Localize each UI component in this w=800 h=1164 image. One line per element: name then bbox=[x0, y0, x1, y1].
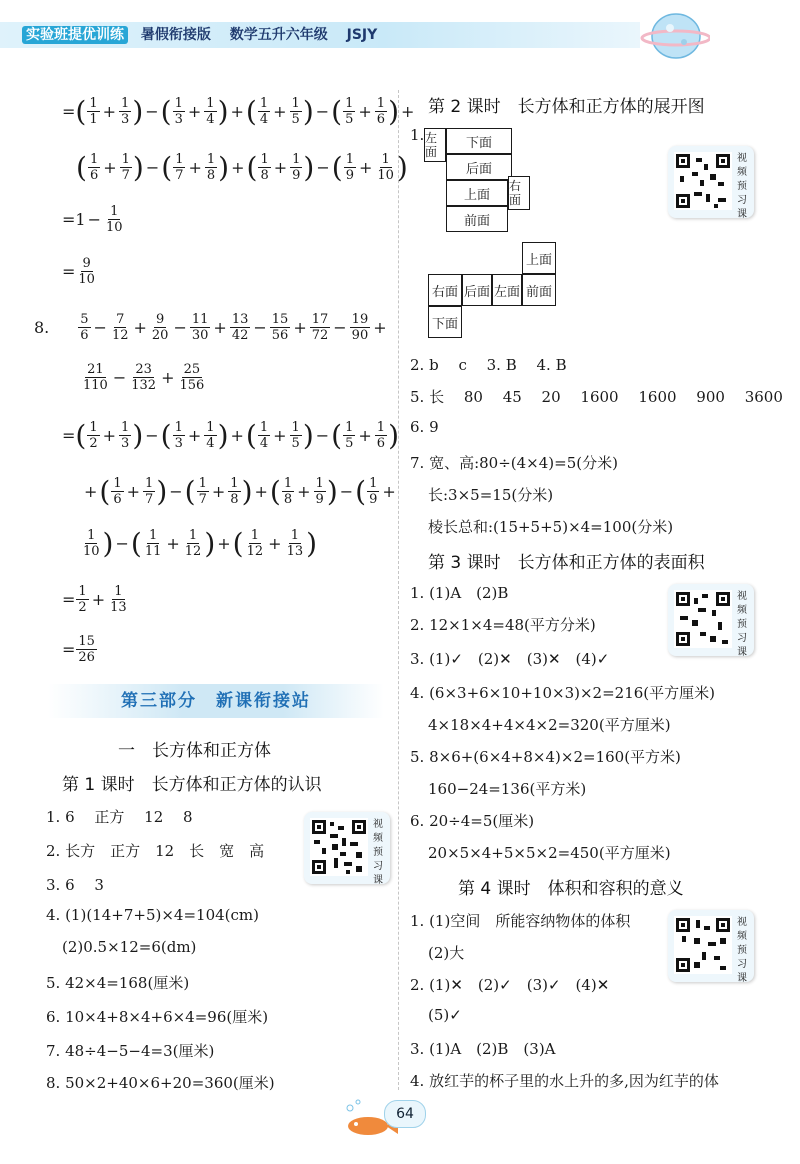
answer-line: 20×5×4+5×5×2=450(平方厘米) bbox=[428, 844, 671, 862]
qr-label: 视频预习课 bbox=[737, 591, 747, 658]
fraction: $\frac{1}{9}$ bbox=[315, 476, 324, 507]
fraction: $\frac{1}{7}$ bbox=[175, 152, 184, 183]
qr-label: 视频预习课 bbox=[373, 819, 383, 886]
column-divider bbox=[398, 90, 399, 1090]
fraction: $\frac{1}{1}$ bbox=[89, 96, 98, 127]
fraction: $\frac{1}{2}$ bbox=[78, 584, 87, 615]
fraction: $\frac{1}{4}$ bbox=[259, 420, 269, 451]
section-banner: 第三部分 新课衔接站 bbox=[48, 684, 384, 718]
page-number: 64 bbox=[384, 1100, 426, 1128]
lesson-3-heading: 第 3 课时 长方体和正方体的表面积 bbox=[428, 553, 705, 573]
fraction: $\frac{1}{5}$ bbox=[345, 96, 354, 127]
net-face-left: 左面 bbox=[492, 274, 522, 306]
fraction: $\frac{1}{7}$ bbox=[145, 476, 154, 507]
answer-line: 3. (1)✓ (2)✕ (3)✕ (4)✓ bbox=[410, 650, 610, 668]
fraction: $\frac{1}{3}$ bbox=[121, 420, 130, 451]
fraction: $\frac{1}{3}$ bbox=[174, 420, 183, 451]
fraction: $\frac{1}{9}$ bbox=[292, 152, 301, 183]
fraction: $\frac{1}{3}$ bbox=[121, 96, 130, 127]
fraction: $\frac{25}{156}$ bbox=[179, 362, 205, 393]
qr-label: 视频预习课 bbox=[737, 153, 747, 220]
qr-label: 视频预习课 bbox=[737, 917, 747, 984]
fraction: $\frac{9}{20}$ bbox=[151, 312, 169, 343]
math-row-9: = $\frac{15}{26}$ bbox=[62, 634, 95, 665]
lesson-1-heading: 第 1 课时 长方体和正方体的认识 bbox=[62, 775, 322, 795]
fraction: $\frac{1}{2}$ bbox=[89, 420, 98, 451]
lesson-4-heading: 第 4 课时 体积和容积的意义 bbox=[458, 879, 684, 899]
video-qr-code[interactable] bbox=[668, 910, 754, 982]
fraction: $\frac{1}{8}$ bbox=[260, 152, 269, 183]
video-qr-code[interactable] bbox=[668, 584, 754, 656]
fraction: $\frac{1}{8}$ bbox=[206, 152, 216, 183]
video-qr-code[interactable] bbox=[668, 146, 754, 218]
fraction: $\frac{1}{6}$ bbox=[113, 476, 122, 507]
fraction: $\frac{11}{30}$ bbox=[191, 312, 209, 343]
answer-line: 1. (1)空间 所能容纳物体的体积 bbox=[410, 912, 631, 930]
fraction: $\frac{13}{42}$ bbox=[231, 312, 249, 343]
net-face-front: 前面 bbox=[522, 274, 556, 306]
math-row-3: = 1 − $\frac{1}{10}$ bbox=[62, 204, 123, 235]
answer-line: 1. 6 正方 12 8 bbox=[46, 808, 193, 826]
math-row-1: = ( $\frac{1}{1}$ + $\frac{1}{3}$ ) − ( $\frac{1}{3}$ + $\frac{1}{4}$ ) + ( $\frac{1}{4}$ + $\frac{1}{5}$ ) − ( $\frac{1}{5}$ + $\frac{1}{6}$ ) + bbox=[62, 94, 415, 128]
qr-code-icon bbox=[674, 590, 732, 648]
question-number: 8. bbox=[34, 318, 50, 337]
net-face-front: 前面 bbox=[446, 206, 508, 232]
fraction: $\frac{7}{12}$ bbox=[111, 312, 129, 343]
answer-line: 6. 9 bbox=[410, 418, 439, 436]
video-qr-code[interactable] bbox=[304, 812, 390, 884]
fraction: $\frac{1}{4}$ bbox=[259, 96, 269, 127]
fraction: $\frac{23}{132}$ bbox=[131, 362, 157, 393]
qr-code-icon bbox=[310, 818, 368, 876]
answer-line: 4. 放红芋的杯子里的水上升的多,因为红芋的体 bbox=[410, 1072, 719, 1090]
math-row-7: $\frac{1}{10}$ ) − ( $\frac{1}{11}$ + $\frac{1}{12}$ ) + ( $\frac{1}{12}$ + $\frac{1}{13}$ ) bbox=[83, 526, 318, 560]
unit-heading: 一 长方体和正方体 bbox=[118, 741, 271, 761]
header-subject: 数学五升六年级 bbox=[229, 27, 328, 43]
answer-line: 4. (6×3+6×10+10×3)×2=216(平方厘米) bbox=[410, 684, 715, 702]
question-8-row-2: $\frac{21}{110}$ − $\frac{23}{132}$ + $\frac{25}{156}$ bbox=[83, 362, 205, 393]
fraction: $\frac{5}{6}$ bbox=[80, 312, 89, 343]
planet-icon bbox=[640, 4, 710, 64]
answer-line: 5. 42×4=168(厘米) bbox=[46, 974, 190, 992]
answer-line: 2. 长方 正方 12 长 宽 高 bbox=[46, 842, 265, 860]
answer-line: (5)✓ bbox=[428, 1006, 462, 1024]
net-face-back: 后面 bbox=[462, 274, 492, 306]
answer-line: 7. 48÷4−5−4=3(厘米) bbox=[46, 1042, 215, 1060]
net-face-bottom: 下面 bbox=[446, 128, 512, 154]
math-row-4: = $\frac{9}{10}$ bbox=[62, 256, 95, 287]
answer-line: 8. 50×2+40×6+20=360(厘米) bbox=[46, 1074, 275, 1092]
fraction: $\frac{1}{5}$ bbox=[291, 96, 300, 127]
header-title bbox=[22, 24, 391, 44]
answer-line: 3. (1)A (2)B (3)A bbox=[410, 1040, 556, 1058]
fraction: $\frac{1}{13}$ bbox=[110, 584, 127, 615]
fraction: $\frac{1}{3}$ bbox=[174, 96, 183, 127]
header-code: JSJY bbox=[346, 27, 378, 43]
net-face-left: 左面 bbox=[424, 128, 446, 162]
fraction: $\frac{19}{90}$ bbox=[351, 312, 369, 343]
fraction: $\frac{1}{5}$ bbox=[291, 420, 300, 451]
answer-line: 4. (1)(14+7+5)×4=104(cm) bbox=[46, 906, 259, 924]
answer-line: 2. (1)✕ (2)✓ (3)✓ (4)✕ bbox=[410, 976, 610, 994]
answer-line: 长:3×5=15(分米) bbox=[428, 486, 554, 504]
fraction: $\frac{15}{26}$ bbox=[78, 634, 95, 665]
math-row-8: = $\frac{1}{2}$ + $\frac{1}{13}$ bbox=[62, 584, 127, 615]
fraction: $\frac{1}{8}$ bbox=[283, 476, 293, 507]
qr-code-icon bbox=[674, 152, 732, 210]
answer-line: (2)0.5×12=6(dm) bbox=[62, 938, 197, 956]
net-face-top: 上面 bbox=[522, 242, 556, 274]
fraction: $\frac{1}{11}$ bbox=[144, 528, 162, 559]
fraction: $\frac{1}{6}$ bbox=[376, 96, 386, 127]
net-face-right: 右面 bbox=[428, 274, 462, 306]
fraction: $\frac{1}{7}$ bbox=[198, 476, 207, 507]
fraction: $\frac{9}{10}$ bbox=[78, 256, 95, 287]
fraction: $\frac{21}{110}$ bbox=[83, 362, 108, 393]
fraction: $\frac{1}{6}$ bbox=[376, 420, 386, 451]
fraction: $\frac{1}{12}$ bbox=[184, 528, 202, 559]
header-edition: 暑假衔接版 bbox=[140, 27, 211, 43]
fraction: $\frac{1}{4}$ bbox=[206, 96, 215, 127]
fraction: $\frac{1}{12}$ bbox=[246, 528, 264, 559]
math-row-6: + ( $\frac{1}{6}$ + $\frac{1}{7}$ ) − ( $\frac{1}{7}$ + $\frac{1}{8}$ ) + ( $\frac{1}{8}$ + $\frac{1}{9}$ ) − ( $\frac{1}{9}$ + bbox=[84, 474, 396, 508]
answer-line: 棱长总和:(15+5+5)×4=100(分米) bbox=[428, 518, 674, 536]
fraction: $\frac{1}{9}$ bbox=[369, 476, 378, 507]
lesson-2-heading: 第 2 课时 长方体和正方体的展开图 bbox=[428, 97, 705, 117]
answer-line: 5. 长 80 45 20 1600 1600 900 3600 bbox=[410, 388, 783, 406]
answer-line: 4×18×4+4×4×2=320(平方厘米) bbox=[428, 716, 671, 734]
fraction: $\frac{1}{10}$ bbox=[377, 152, 394, 183]
answer-line: 5. 8×6+(6×4+8×4)×2=160(平方米) bbox=[410, 748, 681, 766]
math-row-2: ( $\frac{1}{6}$ + $\frac{1}{7}$ ) − ( $\frac{1}{7}$ + $\frac{1}{8}$ ) + ( $\frac{1}{8}$ + $\frac{1}{9}$ ) − ( $\frac{1}{9}$ + $\frac{1}{10}$ ) bbox=[76, 150, 408, 184]
net-face-right: 右面 bbox=[508, 176, 530, 210]
net-face-back: 后面 bbox=[446, 154, 512, 180]
fraction: $\frac{1}{13}$ bbox=[286, 528, 304, 559]
answer-line: 1. (1)A (2)B bbox=[410, 584, 509, 602]
fraction: $\frac{1}{6}$ bbox=[89, 152, 99, 183]
net-face-top: 上面 bbox=[446, 180, 508, 206]
answer-line: 3. 6 3 bbox=[46, 876, 104, 894]
fraction: $\frac{1}{10}$ bbox=[106, 204, 123, 235]
fraction: $\frac{1}{8}$ bbox=[230, 476, 239, 507]
header-brand: 实验班提优训练 bbox=[22, 26, 128, 44]
answer-line: 2. 12×1×4=48(平方分米) bbox=[410, 616, 596, 634]
answer-line: 2. b c 3. B 4. B bbox=[410, 356, 567, 374]
page-header bbox=[0, 0, 800, 62]
fraction: $\frac{1}{10}$ bbox=[83, 528, 100, 559]
fraction: $\frac{17}{72}$ bbox=[311, 312, 329, 343]
fraction: $\frac{1}{9}$ bbox=[345, 152, 354, 183]
question-number: 1. bbox=[410, 126, 425, 144]
answer-line: 160−24=136(平方米) bbox=[428, 780, 587, 798]
fraction: $\frac{1}{5}$ bbox=[345, 420, 354, 451]
fraction: $\frac{1}{4}$ bbox=[206, 420, 215, 451]
fraction: $\frac{15}{56}$ bbox=[271, 312, 289, 343]
qr-code-icon bbox=[674, 916, 732, 974]
answer-line: 7. 宽、高:80÷(4×4)=5(分米) bbox=[410, 454, 618, 472]
net-face-bottom: 下面 bbox=[428, 306, 462, 338]
equals-sign: = bbox=[62, 102, 76, 121]
fraction: $\frac{1}{7}$ bbox=[121, 152, 130, 183]
math-row-5: = ( $\frac{1}{2}$ + $\frac{1}{3}$ ) − ( $\frac{1}{3}$ + $\frac{1}{4}$ ) + ( $\frac{1}{4}$ + $\frac{1}{5}$ ) − ( $\frac{1}{5}$ + $\frac{1}{6}$ ) bbox=[62, 418, 399, 452]
answer-line: 6. 20÷4=5(厘米) bbox=[410, 812, 535, 830]
question-8-row-1: 8. $\frac{5}{6}$ − $\frac{7}{12}$ + $\frac{9}{20}$ − $\frac{11}{30}$ + $\frac{13}{42}$ − $\frac{15}{56}$ + $\frac{17}{72}$ − $\frac{19}{90}$ + bbox=[34, 312, 387, 343]
answer-line: 6. 10×4+8×4+6×4=96(厘米) bbox=[46, 1008, 269, 1026]
answer-line: (2)大 bbox=[428, 944, 465, 962]
